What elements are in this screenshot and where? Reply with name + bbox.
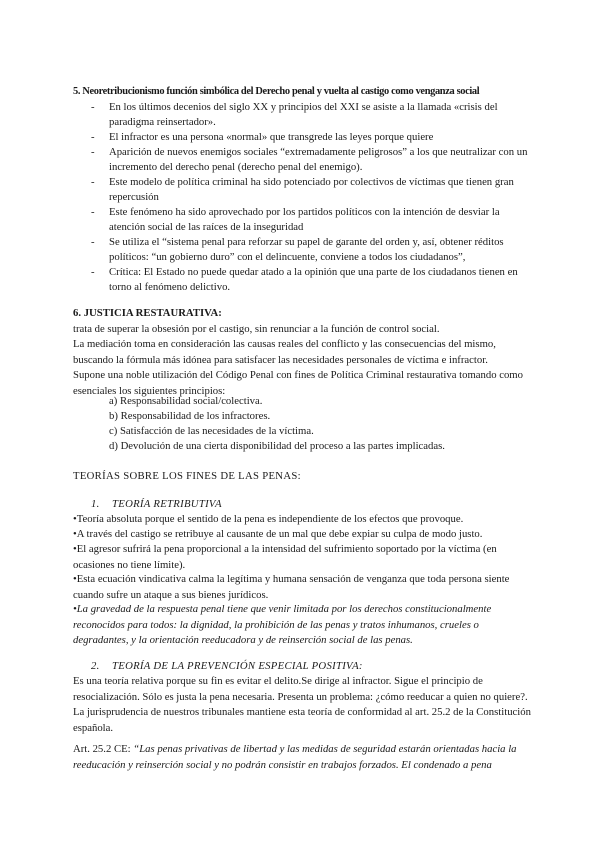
section-6-paragraph-2: La mediación toma en consideración las causas reales del conflicto y las consecuencias del mismo, buscando la fórmula más idónea para satisfacer las necesidades personales de víctima e infractor. <box>73 338 496 366</box>
section-5-bullet-5 <box>91 205 531 235</box>
bullet-dash: - <box>91 146 95 158</box>
section-5-title: 5. Neoretribucionismo función simbólica del Derecho penal y vuelta al castigo como venganza social <box>73 86 480 97</box>
article-label: Art. 25.2 CE: <box>73 743 134 755</box>
principle-b: b) Responsabilidad de los infractores. <box>109 410 271 422</box>
principle-a: a) Responsabilidad social/colectiva. <box>109 395 263 407</box>
section-5-bullet-2 <box>91 130 531 145</box>
principle-c: c) Satisfacción de las necesidades de la víctima. <box>109 425 314 437</box>
bullet-text: Se utiliza el “sistema penal para reforzar su papel de garante del orden y, así, obtener réditos políticos: “un gobierno duro” con el delincuente, conviene a todos los ciudadanos”, <box>109 236 504 263</box>
bullet-dash: - <box>91 236 95 248</box>
theory-1-number: 1. <box>91 498 100 510</box>
bullet-text: Aparición de nuevos enemigos sociales “extremadamente peligrosos” a los que neutralizar con un incremento del derecho penal (derecho penal del enemigo). <box>109 146 528 173</box>
theory-2-body: Es una teoría relativa porque su fin es evitar el delito.Se dirige al infractor. Sigue el principio de resocialización. Sólo es justa la pena necesaria. Presenta un problema: ¿cómo reeducar a quien no quiere?. La jurisprudencia de nuestros tribunales mantiene esta teoría de conformidad al art. 25.2 de la Constitución española. <box>73 675 531 734</box>
theory-1-point-5: •La gravedad de la respuesta penal tiene que venir limitada por los derechos constitucionalmente reconocidos para todos: la dignidad, la prohibición de las penas y tratos inhumanos, crueles o degradantes, y la orientación reeducadora y de reinserción social de las penas. <box>73 603 492 646</box>
section-6-paragraph-3: Supone una noble utilización del Código Penal con fines de Política Criminal restaurativa tomando como esenciales los siguientes principios: <box>73 369 523 397</box>
theory-1-point-1: •Teoría absoluta porque el sentido de la pena es independiente de los efectos que provoque. <box>73 513 464 525</box>
section-6-paragraph-1: trata de superar la obsesión por el castigo, sin renunciar a la función de control social. <box>73 323 440 335</box>
article-25-2-quote <box>73 742 535 773</box>
theory-2-title: TEORÍA DE LA PREVENCIÓN ESPECIAL POSITIVA: <box>112 660 363 672</box>
theory-1-point-3: •El agresor sufrirá la pena proporcional a la intensidad del sufrimiento soportado por la víctima (en ocasiones no tiene límite). <box>73 543 497 571</box>
theories-heading: TEORÍAS SOBRE LOS FINES DE LAS PENAS: <box>73 470 301 482</box>
bullet-dash: - <box>91 176 95 188</box>
section-5-bullet-4 <box>91 175 531 205</box>
section-5-bullet-6 <box>91 235 531 265</box>
theory-1-point-4: •Esta ecuación vindicativa calma la legítima y humana sensación de venganza que toda persona siente cuando sufre un ataque a sus bienes jurídicos. <box>73 573 510 601</box>
section-5-bullet-3 <box>91 145 531 175</box>
article-text: “Las penas privativas de libertad y las medidas de seguridad estarán orientadas hacia la reeducación y reinserción social y no podrán consistir en trabajos forzados. El condenado a pena <box>73 743 517 771</box>
section-6-title: 6. JUSTICIA RESTAURATIVA: <box>73 307 222 319</box>
bullet-dash: - <box>91 206 95 218</box>
bullet-text: El infractor es una persona «normal» que transgrede las leyes porque quiere <box>109 131 434 143</box>
theory-1-point-2: •A través del castigo se retribuye al causante de un mal que debe expiar su culpa de modo justo. <box>73 528 483 540</box>
theory-1-heading <box>91 498 222 510</box>
bullet-dash: - <box>91 101 95 113</box>
bullet-text: Este modelo de política criminal ha sido potenciado por colectivos de víctimas que tienen gran repercusión <box>109 176 514 203</box>
section-5-bullet-1 <box>91 100 531 130</box>
bullet-dash: - <box>91 131 95 143</box>
theory-2-heading <box>91 660 363 672</box>
theory-1-title: TEORÍA RETRIBUTIVA <box>112 498 222 510</box>
bullet-text: Este fenómeno ha sido aprovechado por los partidos políticos con la intención de desviar la atención social de las raíces de la inseguridad <box>109 206 500 233</box>
bullet-dash: - <box>91 266 95 278</box>
section-5-bullet-7 <box>91 265 531 295</box>
theory-2-number: 2. <box>91 660 100 672</box>
bullet-text: En los últimos decenios del siglo XX y principios del XXI se asiste a la llamada «crisis del paradigma reinsertador». <box>109 101 498 128</box>
principle-d: d) Devolución de una cierta disponibilidad del proceso a las partes implicadas. <box>109 440 445 452</box>
bullet-text: Crítica: El Estado no puede quedar atado a la opinión que una parte de los ciudadanos tienen en torno al fenómeno delictivo. <box>109 266 518 293</box>
